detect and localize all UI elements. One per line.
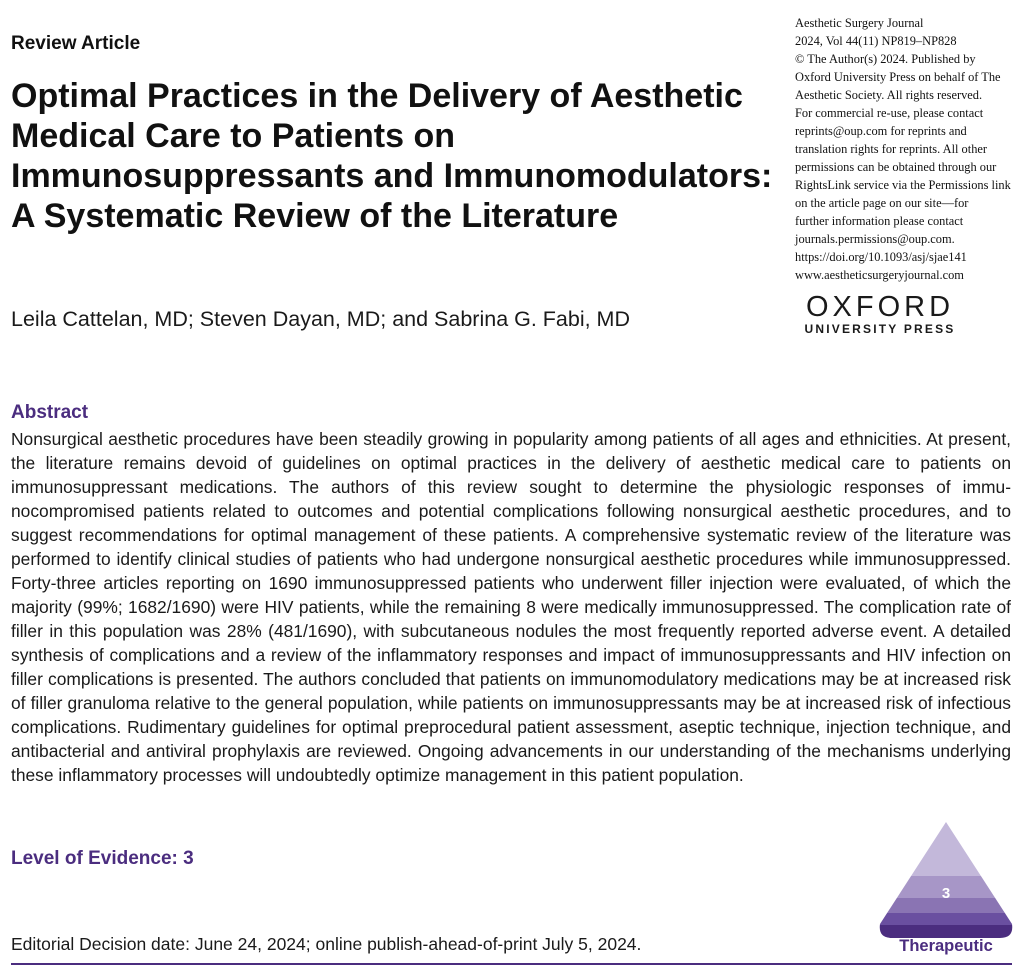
journal-volume: 2024, Vol 44(11) NP819–NP828 <box>795 34 957 48</box>
copyright-line: Aesthetic Society. All rights reserved. <box>795 88 983 102</box>
permissions-line: further information please contact <box>795 214 964 228</box>
title-line: Medical Care to Patients on <box>11 117 455 155</box>
author-list: Leila Cattelan, MD; Steven Dayan, MD; and Sabrina G. Fabi, MD <box>11 307 630 331</box>
title-line: A Systematic Review of the Literature <box>11 197 619 235</box>
permissions-line: on the article page on our site—for <box>795 196 969 210</box>
title-line: Immunosuppressants and Immunomodulators: <box>11 157 773 195</box>
article-title <box>11 76 781 236</box>
publisher-logo-sub: UNIVERSITY PRESS <box>804 322 956 336</box>
permissions-line: permissions can be obtained through our <box>795 160 997 174</box>
permissions-line: RightsLink service via the Permissions link <box>795 178 1011 192</box>
editorial-decision-date: Editorial Decision date: June 24, 2024; online publish-ahead-of-print July 5, 2024. <box>11 934 642 954</box>
pyramid-tier-4 <box>876 913 1016 925</box>
journal-name: Aesthetic Surgery Journal <box>795 16 924 30</box>
copyright-line: Oxford University Press on behalf of The <box>795 70 1001 84</box>
journal-meta <box>795 14 1015 284</box>
doi-link[interactable]: https://doi.org/10.1093/asj/sjae141 <box>795 250 967 264</box>
abstract-text: Nonsurgical aesthetic procedures have been steadily growing in popularity among patients of all ages and ethnicities. At present, the literature remains devoid of guidelines on optimal practices in the delivery of aesthetic medical care to patients on immunosuppressant medications. The authors of this review sought to determine the physiologic responses of immunocompromised patients related to outcomes and potential complications following nonsurgical aesthetic procedures, and to suggest recommendations for optimal management of these patients. A comprehensive systematic review of the literature was performed to identify clinical studies of patients who had undergone nonsurgical aesthetic procedures while immunosuppressed. Forty-three articles reporting on 1690 immunosuppressed patients who underwent filler injection were evaluated, of which the majority (99%; 1682/1690) were HIV patients, while the remaining 8 were medically immunosuppressed. The complication rate of filler in this population was 28% (481/1690), with subcutaneous nodules the most frequently reported adverse event. A detailed synthesis of complications and a review of the inflammatory responses and impact of immunosuppressants and HIV infection on filler complications is presented. The authors concluded that patients on immunomodulatory medications may be at increased risk of filler granuloma relative to the general population, while patients on immunosuppressants may be at increased risk of infectious complications. Rudimentary guidelines for optimal preprocedural patient assessment, aseptic technique, injection technique, and antibacterial and antiviral prophylaxis are reviewed. Ongoing advancements in our understanding of the mechanisms underlying these inflammatory processes will undoubtedly optimize management in this patient population. <box>11 429 1011 785</box>
evidence-type-label: Therapeutic <box>899 937 993 955</box>
journal-website-link[interactable]: www.aestheticsurgeryjournal.com <box>795 268 964 282</box>
permissions-line: translation rights for reprints. All other <box>795 142 988 156</box>
publisher-logo <box>795 292 965 336</box>
pyramid-tier-1 <box>876 820 1016 876</box>
copyright-line: © The Author(s) 2024. Published by <box>795 52 976 66</box>
level-of-evidence: Level of Evidence: 3 <box>11 848 194 869</box>
bottom-divider <box>11 963 1012 965</box>
pyramid-level-number: 3 <box>941 885 951 902</box>
abstract-heading: Abstract <box>11 402 89 423</box>
publisher-logo-main: OXFORD <box>805 291 955 323</box>
permissions-email-link[interactable]: journals.permissions@oup.com. <box>795 232 955 246</box>
evidence-pyramid-graphic <box>876 820 1016 942</box>
evidence-pyramid-icon <box>876 820 1016 942</box>
title-line: Optimal Practices in the Delivery of Aesthetic <box>11 77 743 115</box>
permissions-line[interactable]: reprints@oup.com for reprints and <box>795 124 967 138</box>
article-type: Review Article <box>11 33 141 54</box>
permissions-line: For commercial re-use, please contact <box>795 106 984 120</box>
